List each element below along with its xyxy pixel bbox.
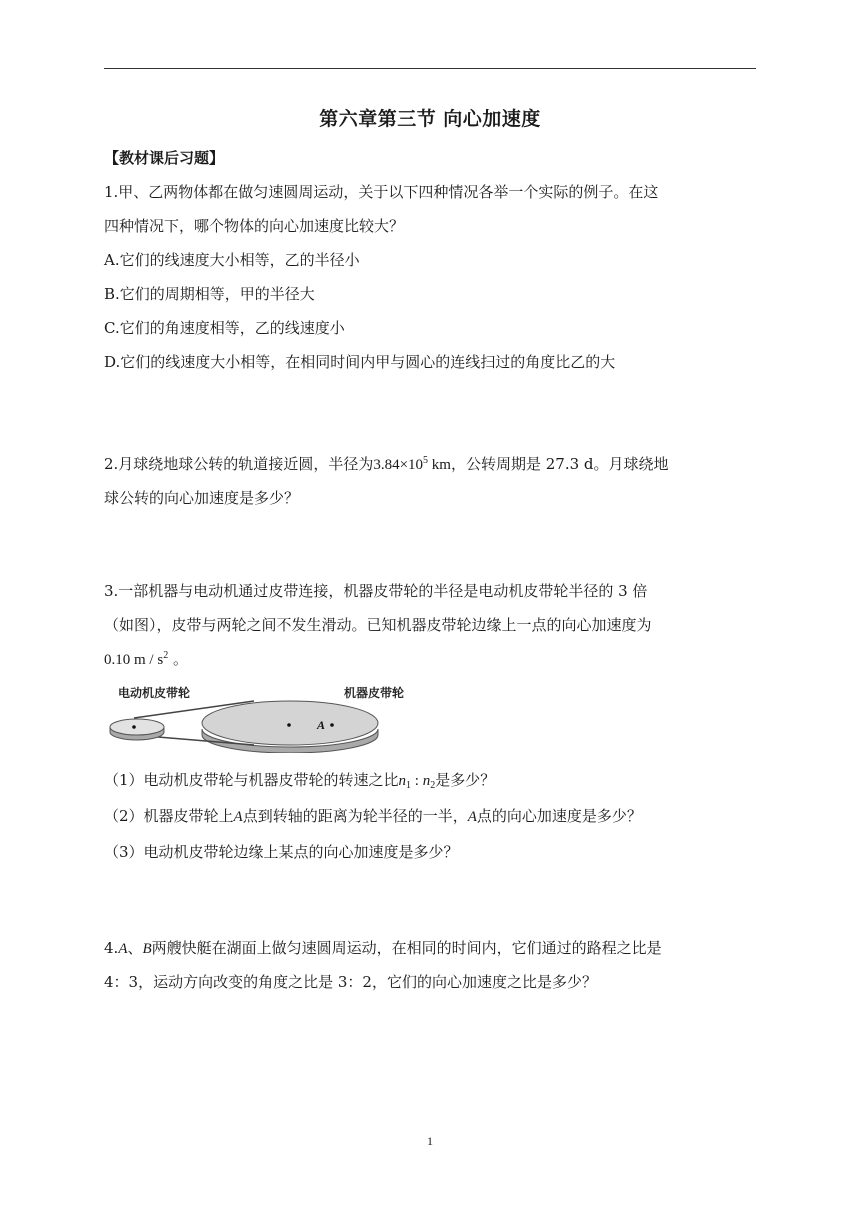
- page-number: 1: [427, 1134, 433, 1148]
- section-label: 【教材课后习题】: [104, 149, 225, 167]
- motor-pulley-label: 电动机皮带轮: [118, 686, 191, 700]
- q1-line1: 1.甲、乙两物体都在做匀速圆周运动，关于以下四种情况各举一个实际的例子。在这: [104, 183, 659, 201]
- q2-radius-mantissa: 3.84×10: [373, 457, 424, 473]
- q2-radius: [373, 457, 451, 473]
- belt-pulley-figure: [104, 683, 424, 753]
- q3-sub2-point-a: A: [233, 809, 243, 825]
- motor-axle-dot: [132, 725, 136, 729]
- q1-option-a: A.它们的线速度大小相等，乙的半径小: [104, 251, 360, 269]
- q3-line3: [104, 648, 188, 671]
- q2-line2: 球公转的向心加速度是多少？: [104, 489, 300, 507]
- q3-accel-exponent: 2: [163, 650, 169, 661]
- q1-option-b: B.它们的周期相等，甲的半径大: [104, 285, 315, 303]
- q4-separator: 、: [127, 939, 143, 957]
- point-a-dot: [330, 723, 334, 727]
- q4-number: 4.: [104, 939, 119, 957]
- q3-sub1-post: 是多少？: [435, 771, 496, 789]
- q3-sub3: （3）电动机皮带轮边缘上某点的向心加速度是多少？: [104, 843, 459, 861]
- q3-sub2: [104, 805, 642, 828]
- q3-line1: 3.一部机器与电动机通过皮带连接，机器皮带轮的半径是电动机皮带轮半径的 3 倍: [104, 582, 648, 600]
- q1-option-d: D.它们的线速度大小相等，在相同时间内甲与圆心的连线扫过的角度比乙的大: [104, 353, 616, 371]
- q3-line2: （如图），皮带与两轮之间不发生滑动。已知机器皮带轮边缘上一点的向心加速度为: [104, 616, 652, 634]
- machine-axle-dot: [287, 723, 291, 727]
- q2-radius-unit: km: [431, 457, 451, 473]
- point-a-label: A: [317, 718, 326, 732]
- q3-sub2-pre: （2）机器皮带轮上: [104, 807, 234, 825]
- q3-sub2-mid: 点到转轴的距离为轮半径的一半，: [242, 807, 468, 825]
- q3-sub1-n1: n: [398, 773, 407, 789]
- q3-sub2-post: 点的向心加速度是多少？: [476, 807, 642, 825]
- motor-pulley: [110, 719, 164, 735]
- q2-radius-exponent: 5: [423, 455, 429, 466]
- q3-sub1: [104, 769, 495, 792]
- q3-sub1-n2: n: [422, 773, 431, 789]
- q1-option-c: C.它们的角速度相等，乙的线速度小: [104, 319, 345, 337]
- q2-text-post: ，公转周期是 27.3 d。月球绕地: [450, 455, 669, 473]
- q4-line1-text: 两艘快艇在湖面上做匀速圆周运动，在相同的时间内，它们通过的路程之比是: [151, 939, 662, 957]
- q3-sub2-point-a-2: A: [467, 809, 477, 825]
- q3-sub1-index1: 1: [406, 780, 412, 791]
- q3-sub1-colon: :: [411, 773, 423, 789]
- q3-accel-value: 0.10 m / s: [104, 652, 164, 668]
- page-title: 第六章第三节 向心加速度: [319, 108, 541, 130]
- header-rule: [104, 68, 756, 69]
- machine-pulley-label: 机器皮带轮: [344, 686, 405, 700]
- q4-boat-a: A: [118, 941, 128, 957]
- q4-line2: 4：3，运动方向改变的角度之比是 3：2，它们的向心加速度之比是多少？: [104, 973, 597, 991]
- q2-text-pre: 2.月球绕地球公转的轨道接近圆，半径为: [104, 455, 374, 473]
- machine-pulley: [202, 701, 378, 745]
- q3-sub1-pre: （1）电动机皮带轮与机器皮带轮的转速之比: [104, 771, 399, 789]
- q1-line2: 四种情况下，哪个物体的向心加速度比较大？: [104, 217, 405, 235]
- q4-boat-b: B: [142, 941, 152, 957]
- q3-accel-post: 。: [168, 650, 188, 668]
- q4-line1: [104, 937, 662, 960]
- q3-sub1-index2: 2: [430, 780, 436, 791]
- q2-line1: [104, 453, 669, 476]
